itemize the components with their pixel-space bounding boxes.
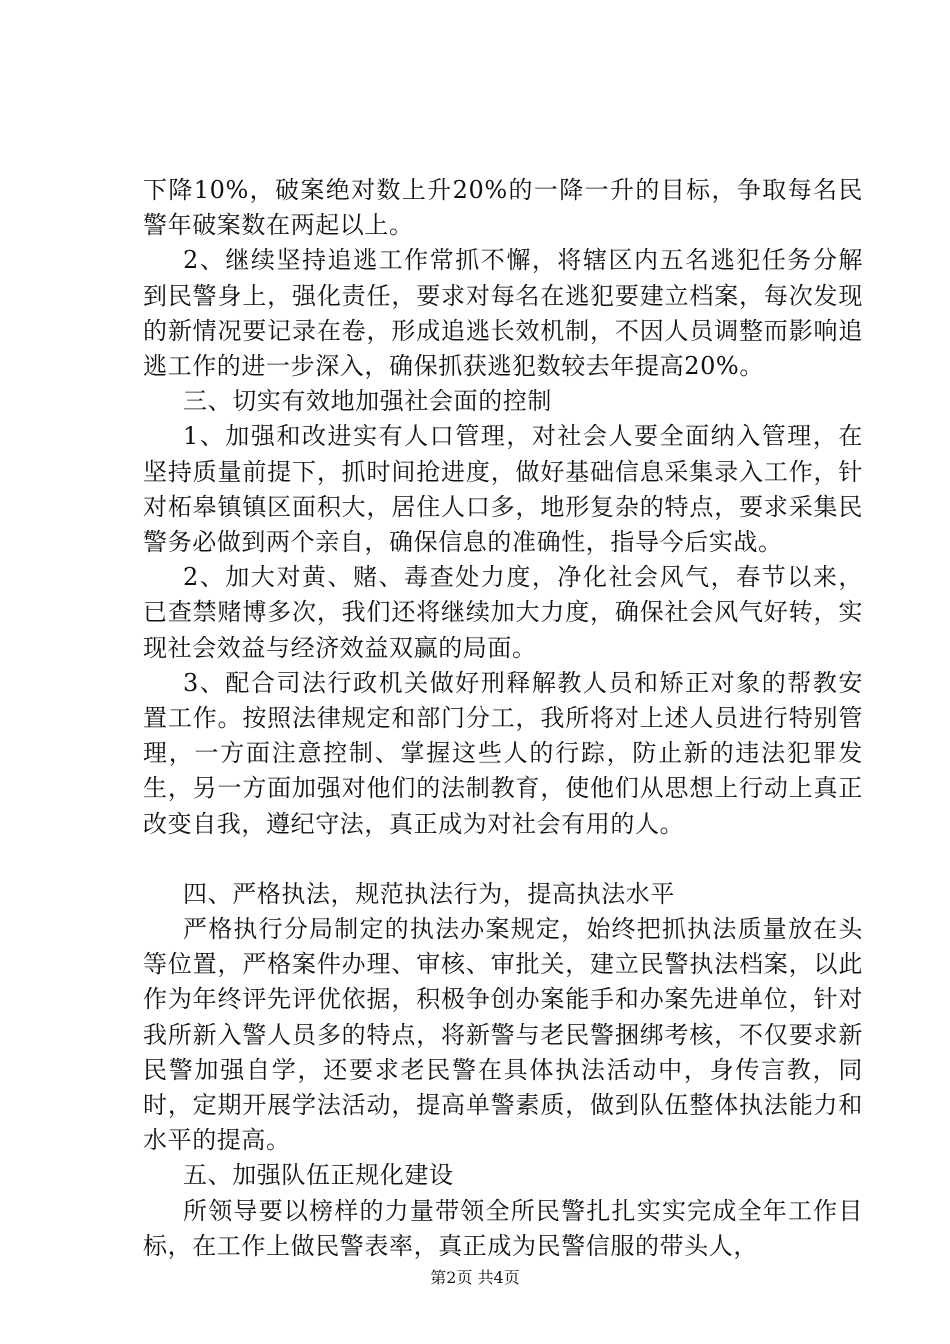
paragraph-2: 2、继续坚持追逃工作常抓不懈，将辖区内五名逃犯任务分解到民警身上，强化责任，要求对每名在逃犯要建立档案，每次发现的新情况要记录在卷，形成追逃长效机制，不因人员调整而影响追逃工作的进一步深入，确保抓获逃犯数较去年提高20%。 bbox=[143, 246, 863, 381]
section-heading-3: 三、切实有效地加强社会面的控制 bbox=[183, 387, 552, 416]
paragraph-10: 所领导要以榜样的力量带领全所民警扎扎实实完成全年工作目标，在工作上做民警表率，真正成为民警信服的带头人， bbox=[143, 1196, 863, 1260]
page-number-footer: 第2页 共4页 bbox=[430, 1268, 520, 1287]
section-heading-4: 四、严格执法，规范执法行为，提高执法水平 bbox=[183, 879, 675, 908]
paragraph-4: 1、加强和改进实有人口管理，对社会人要全面纳入管理，在坚持质量前提下，抓时间抢进度，做好基础信息采集录入工作，针对柘皋镇镇区面积大，居住人口多，地形复杂的特点，要求采集民警务必做到两个亲自，确保信息的准确性，指导今后实战。 bbox=[143, 422, 863, 557]
paragraph-8: 严格执行分局制定的执法办案规定，始终把抓执法质量放在头等位置，严格案件办理、审核、审批关，建立民警执法档案，以此作为年终评先评优依据，积极争创办案能手和办案先进单位，针对我所新入警人员多的特点，将新警与老民警捆绑考核，不仅要求新民警加强自学，还要求老民警在具体执法活动中，身传言教，同时，定期开展学法活动，提高单警素质，做到队伍整体执法能力和水平的提高。 bbox=[143, 915, 863, 1155]
paragraph-5: 2、加大对黄、赌、毒查处力度，净化社会风气，春节以来，已查禁赌博多次，我们还将继续加大力度，确保社会风气好转，实现社会效益与经济效益双赢的局面。 bbox=[143, 563, 863, 662]
paragraph-6: 3、配合司法行政机关做好刑释解教人员和矫正对象的帮教安置工作。按照法律规定和部门分工，我所将对上述人员进行特别管理，一方面注意控制、掌握这些人的行踪，防止新的违法犯罪发生，另一方面加强对他们的法制教育，使他们从思想上行动上真正改变自我，遵纪守法，真正成为对社会有用的人。 bbox=[143, 668, 863, 838]
paragraph-gap bbox=[143, 842, 863, 877]
paragraph-1: 下降10%，破案绝对数上升20%的一降一升的目标，争取每名民警年破案数在两起以上。 bbox=[143, 176, 863, 240]
section-heading-5: 五、加强队伍正规化建设 bbox=[183, 1161, 454, 1190]
document-body bbox=[143, 173, 863, 1264]
